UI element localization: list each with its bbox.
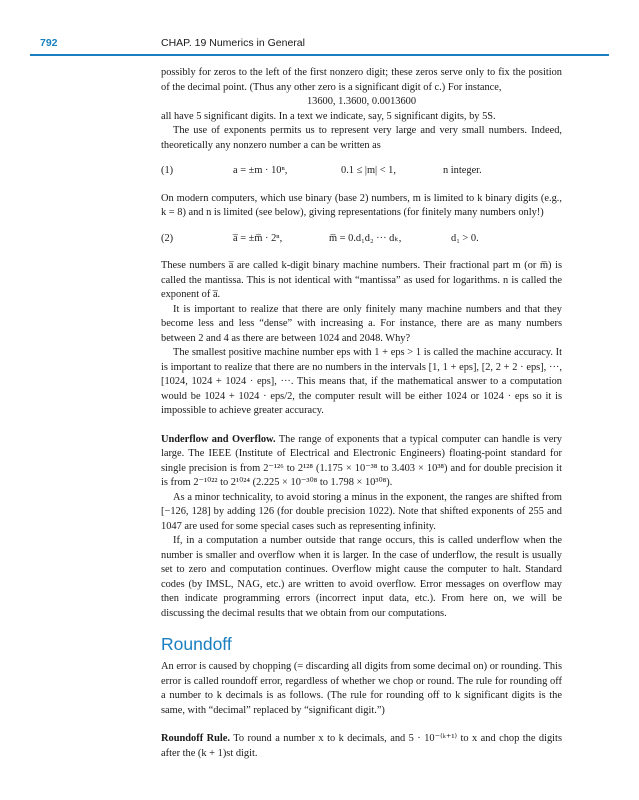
exponents-paragraph: The use of exponents permits us to represent very large and very small numbers. Indeed, theoretically any nonzero number a can be written as <box>161 125 562 151</box>
underflow-heading: Underflow and Overflow. <box>161 433 276 445</box>
equation-1 <box>161 164 562 179</box>
roundoff-section-title: Roundoff <box>161 634 232 654</box>
underflow-paragraph <box>161 433 562 491</box>
roundoff-paragraph: An error is caused by chopping (= discarding all digits from some decimal on) or rounding. This error is called roundoff error, regardless of whether we chop or round. The rule for rounding off a number to k decimals is as follows. (The rule for rounding off to k significant digits is the same, with “decimal” replaced by “significant digit.”) <box>161 661 562 716</box>
machine-numbers-paragraph: These numbers a̅ are called k-digit binary machine numbers. Their fractional part m (or m̅) is called the mantissa. This is not identical with “mantissa” as used for logarithms. n is called the exponent of a̅. <box>161 260 562 300</box>
roundoff-rule-text: To round a number x to k decimals, and 5 · 10⁻⁽ᵏ⁺¹⁾ to x and chop the digits after the (k + 1)st digit. <box>161 733 562 759</box>
equation-2 <box>161 232 562 247</box>
intro-paragraph: possibly for zeros to the left of the first nonzero digit; these zeros serve only to fix the position of the decimal point. (Thus any other zero is a significant digit of c.) For instance, <box>161 67 562 93</box>
page-header <box>0 34 639 58</box>
page-body <box>161 66 562 761</box>
roundoff-rule-heading: Roundoff Rule. <box>161 733 230 744</box>
spacer <box>161 419 562 433</box>
finitely-many-paragraph: It is important to realize that there are only finitely many machine numbers and that they become less and less “dense” with increasing a. For instance, there are as many numbers between 2 and 4 as there are between 1024 and 2048. Why? <box>161 303 562 344</box>
roundoff-rule-paragraph <box>161 732 562 761</box>
overflow-paragraph: If, in a computation a number outside that range occurs, this is called underflow when the number is smaller and overflow when it is larger. In the case of underflow, the result is usually set to zero and computation continues. Overflow might cause the computer to halt. Standard codes (by IMSL, NAG, etc.) are written to avoid overflow. Error messages on overflow may then indicate programming errors (incorrect input data, etc.). From here on, we will be discussing the decimal results that we obtain from our computations. <box>161 535 562 619</box>
equation-1-label: (1) <box>161 165 174 176</box>
equation-2-label: (2) <box>161 232 174 244</box>
equation-2-mantissa: m̅ = 0.d₁d₂ ··· dₖ, <box>329 232 402 244</box>
header-rule <box>30 54 609 56</box>
equation-2-formula: a̅ = ±m̅ · 2ⁿ, <box>233 232 283 244</box>
spacer <box>161 718 562 732</box>
significant-digits-paragraph: all have 5 significant digits. In a text we indicate, say, 5 significant digits, by 5S. <box>161 110 496 122</box>
technicality-paragraph: As a minor technicality, to avoid storing a minus in the exponent, the ranges are shifted from [−126, 128] by adding 126 (for double precision 1022). Note that shifted exponents of 255 and 1047 are used for some special cases such as representing infinity. <box>161 491 562 532</box>
underflow-text: The range of exponents that a typical computer can handle is very large. The IEEE (Institute of Electrical and Electronic Engineers) floating-point standard for single precision is from 2⁻¹²⁶ to 2¹²⁸ (1.175 × 10⁻³⁸ to 3.403 × 10³⁸) and for double precision it is from 2⁻¹⁰²² to 2¹⁰²⁴ (2.225 × 10⁻³⁰⁸ to 1.798 × 10³⁰⁸). <box>161 433 562 488</box>
equation-1-note: n integer. <box>443 165 482 176</box>
equation-2-condition: d₁ > 0. <box>451 232 479 244</box>
page-number: 792 <box>40 37 58 49</box>
chapter-title: CHAP. 19 Numerics in General <box>161 37 305 49</box>
example-numbers: 13600, 1.3600, 0.0013600 <box>306 96 417 107</box>
equation-1-formula: a = ±m · 10ⁿ, <box>233 165 288 176</box>
modern-computers-paragraph: On modern computers, which use binary (base 2) numbers, m is limited to k binary digits (e.g., k = 8) and n is limited (see below), giving representations (for finitely many numbers only!) <box>161 192 562 218</box>
equation-1-condition: 0.1 ≤ |m| < 1, <box>341 165 396 176</box>
machine-accuracy-paragraph: The smallest positive machine number eps with 1 + eps > 1 is called the machine accuracy. It is important to realize that there are no numbers in the intervals [1, 1 + eps], [2, 2 + 2 · eps], ···, [1024, 1024 + 1024 · eps], ···. This means that, if the mathematical answer to a computation would be 1024 + 1024 · eps/2, the computer result will be either 1024 or 1024 · eps so it is impossible to achieve greater accuracy. <box>161 347 562 416</box>
